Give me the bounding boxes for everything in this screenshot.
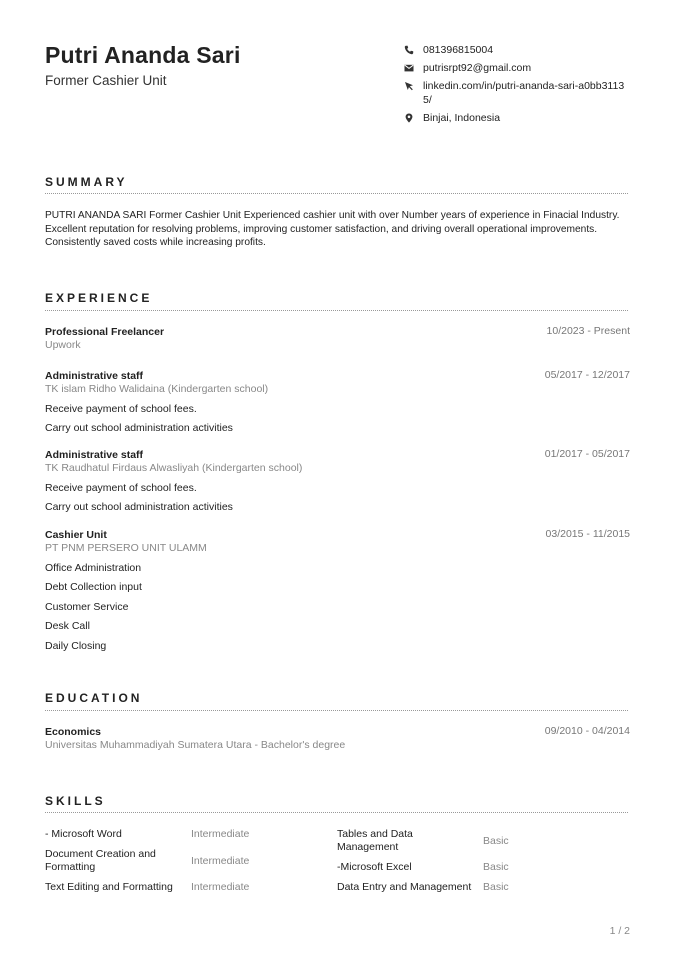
candidate-role: Former Cashier Unit <box>45 73 167 88</box>
skill-entry <box>45 881 250 894</box>
job-organization: PT PNM PERSERO UNIT ULAMM <box>45 542 207 554</box>
experience-item <box>45 448 630 514</box>
job-dates: 01/2017 - 05/2017 <box>544 448 630 460</box>
school-name: Universitas Muhammadiyah Sumatera Utara - Bachelor's degree <box>45 739 346 751</box>
summary-text: PUTRI ANANDA SARI Former Cashier Unit Experienced cashier unit with over Number years of experience in Finacial Industry. Excellent reputation for resolving problems, improving customer satisfaction, and driving overall operational improvements. Consistently saved costs while increasing profits. <box>45 210 620 249</box>
job-duty: Carry out school administration activities <box>45 501 233 513</box>
skill-name: -Microsoft Excel <box>337 861 412 873</box>
skill-name: Tables and Data Management <box>337 828 413 853</box>
skill-level: Intermediate <box>191 855 250 867</box>
contact-phone <box>404 43 634 57</box>
page-number: 1 / 2 <box>609 925 630 937</box>
phone-number: 081396815004 <box>423 44 494 56</box>
summary-heading: SUMMARY <box>45 175 128 189</box>
education-divider <box>45 710 628 711</box>
contact-block <box>404 43 634 129</box>
contact-linkedin <box>404 79 634 107</box>
job-organization: Upwork <box>45 339 81 351</box>
skill-level: Intermediate <box>191 881 250 893</box>
job-dates: 05/2017 - 12/2017 <box>544 369 630 381</box>
cursor-pointer-icon <box>404 81 414 91</box>
education-item <box>45 725 630 752</box>
experience-item <box>45 325 630 352</box>
job-duty: Daily Closing <box>45 639 107 652</box>
linkedin-url: linkedin.com/in/putri-ananda-sari-a0bb31135/ <box>423 80 625 106</box>
job-dates: 10/2023 - Present <box>546 325 630 337</box>
skills-heading: SKILLS <box>45 794 106 808</box>
education-heading: EDUCATION <box>45 691 143 705</box>
skills-divider <box>45 812 628 813</box>
skill-name: Text Editing and Formatting <box>45 881 173 893</box>
skill-level: Intermediate <box>191 828 250 840</box>
job-dates: 03/2015 - 11/2015 <box>545 528 630 540</box>
skill-entry <box>337 828 509 854</box>
experience-heading: EXPERIENCE <box>45 291 153 305</box>
skill-name: Data Entry and Management <box>337 881 472 893</box>
job-duty: Receive payment of school fees. <box>45 481 197 494</box>
skill-name: - Microsoft Word <box>45 828 122 840</box>
degree-field: Economics <box>45 726 102 738</box>
job-duty: Receive payment of school fees. <box>45 402 197 415</box>
job-title: Administrative staff <box>45 449 144 461</box>
skill-entry <box>337 861 509 874</box>
skill-level: Basic <box>483 881 509 893</box>
candidate-name: Putri Ananda Sari <box>45 42 241 68</box>
skill-level: Basic <box>483 861 509 873</box>
contact-location <box>404 111 634 125</box>
job-duty: Desk Call <box>45 620 90 632</box>
experience-divider <box>45 310 628 311</box>
experience-item <box>45 528 630 653</box>
skill-level: Basic <box>483 835 509 847</box>
contact-email <box>404 61 634 75</box>
job-title: Professional Freelancer <box>45 326 165 338</box>
summary-divider <box>45 193 628 194</box>
skill-entry <box>45 848 250 874</box>
experience-item <box>45 369 630 435</box>
location-text: Binjai, Indonesia <box>423 112 501 124</box>
job-duty: Debt Collection input <box>45 581 142 593</box>
skill-entry <box>45 828 250 841</box>
job-title: Administrative staff <box>45 370 144 382</box>
job-title: Cashier Unit <box>45 529 107 541</box>
education-dates: 09/2010 - 04/2014 <box>544 725 630 737</box>
job-duty: Carry out school administration activities <box>45 422 233 434</box>
job-duty: Customer Service <box>45 600 129 613</box>
job-duty: Office Administration <box>45 561 142 574</box>
envelope-icon <box>404 63 414 73</box>
skill-entry <box>337 881 509 894</box>
job-organization: TK Raudhatul Firdaus Alwasliyah (Kindergarten school) <box>45 462 303 474</box>
skill-name: Document Creation and Formatting <box>45 848 156 873</box>
location-pin-icon <box>404 113 414 123</box>
email-address: putrisrpt92@gmail.com <box>423 62 532 74</box>
job-organization: TK islam Ridho Walidaina (Kindergarten school) <box>45 383 269 395</box>
phone-icon <box>404 45 414 55</box>
